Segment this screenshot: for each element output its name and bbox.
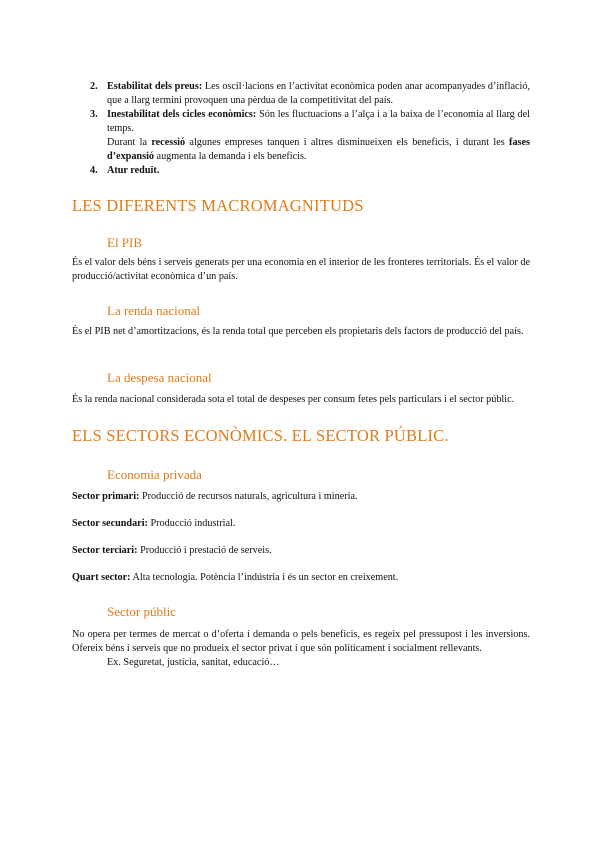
list-item — [90, 108, 530, 164]
list-subparagraph: Durant la recessió algunes empreses tanquen i altres disminueixen els beneficis, i durant les fases d’expansió augmenta la demanda i els beneficis. — [107, 137, 530, 162]
sector-primari: Sector primari: Producció de recursos naturals, agricultura i mineria. — [72, 491, 358, 502]
list-term: Inestabilitat dels cicles econòmics: — [107, 109, 257, 120]
sector-terciari: Sector terciari: Producció i prestació de serveis. — [72, 545, 272, 556]
list-term: Atur reduït. — [107, 165, 160, 176]
list-term: Estabilitat dels preus: — [107, 81, 203, 92]
list-number: 2. — [90, 81, 98, 92]
heading-despesa-nacional: La despesa nacional — [107, 370, 212, 385]
list-number: 3. — [90, 109, 98, 120]
paragraph-sector-public: No opera per termes de mercat o d’oferta i demanda o pels beneficis, es regeix pel pressupost i les inversions. Ofereix béns i serveis que no produeix el sector privat i que són políticament i socialment rellevants. Ex. Seguretat, justícia, sanitat, educació… — [72, 629, 530, 668]
paragraph-pib: És el valor dels béns i serveis generats per una economia en el interior de les fronteres territorials. És el valor de producció/activitat econòmica d’un país. — [72, 257, 530, 282]
sector-secundari: Sector secundari: Producció industrial. — [72, 518, 236, 529]
example-line: Ex. Seguretat, justícia, sanitat, educació… — [107, 657, 280, 668]
list-text: Les oscil·lacions en l’activitat econòmica poden anar acompanyades d’inflació, que a llarg termini provoquen una pèrdua de la competitivitat del país. — [107, 81, 531, 106]
list-item — [90, 80, 530, 108]
heading-sector-public: Sector públic — [107, 604, 176, 619]
numbered-list — [90, 80, 530, 178]
list-text: Són les fluctuacions a l’alça i a la baixa de l’economia al llarg del temps. — [107, 109, 531, 134]
heading-pib: El PIB — [107, 235, 143, 250]
paragraph-renda: És el PIB net d’amortitzacions, és la renda total que perceben els propietaris dels factors de producció del país. — [72, 326, 524, 337]
heading-economia-privada: Economia privada — [107, 467, 202, 482]
heading-sectors: ELS SECTORS ECONÒMICS. EL SECTOR PÚBLIC. — [72, 426, 449, 445]
list-number: 4. — [90, 165, 98, 176]
heading-macromagnituds: LES DIFERENTS MACROMAGNITUDS — [72, 196, 364, 215]
list-item — [90, 164, 530, 178]
heading-renda-nacional: La renda nacional — [107, 303, 201, 318]
paragraph-despesa: És la renda nacional considerada sota el total de despeses per consum fetes pels particulars i el sector públic. — [72, 394, 515, 405]
sector-quart: Quart sector: Alta tecnologia. Potència l’indústria i és un sector en creixement. — [72, 572, 399, 583]
